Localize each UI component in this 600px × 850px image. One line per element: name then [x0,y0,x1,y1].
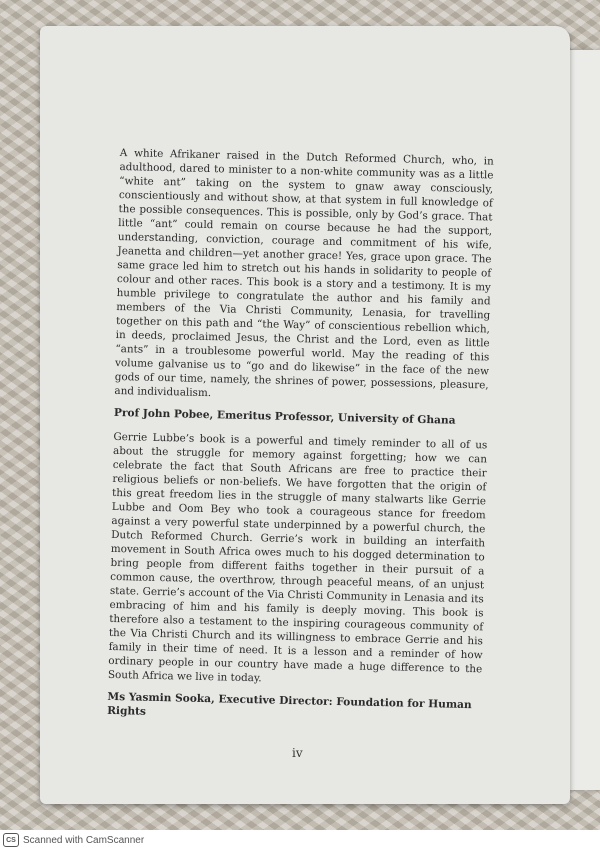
scanner-watermark-bar [0,830,600,850]
page-number: iv [292,746,303,760]
page-text-block [107,146,494,736]
endorsement-paragraph-pobee: A white Afrikaner raised in the Dutch Reformed Church, who, in adulthood, dared to minister to a non-white community was as a little “white ant” taking on the system to gnaw away consciously, conscientiously and without show, at that system in full knowledge of the possible consequences. This is possible, only by God’s grace. That little “ant” could remain on course because he had the support, understanding, conviction, courage and commitment of his wife, Jeanetta and children—yet another grace! Yes, grace upon grace. The same grace led him to stretch out his hands in solidarity to people of colour and other races. This book is a story and a testimony. It is my humble privilege to congratulate the author and his family and members of the Via Christi Community, Lenasia, for travelling together on this path and “the Way” of conscientious rebellion which, in deeds, proclaimed Jesus, the Christ and the Lord, even as little “ants” in a troublesome powerful world. May the reading of this volume galvanise us to “go and do likewise” in the face of the new gods of our time, namely, the shrines of power, possessions, pleasure, and individualism. [114,146,494,400]
scanner-label: Scanned with CamScanner [23,834,145,846]
attribution-pobee: Prof John Pobee, Emeritus Professor, University of Ghana [113,406,456,427]
endorsement-paragraph-sooka: Gerrie Lubbe’s book is a powerful and timely reminder to all of us about the struggle for memory against forgetting; how we can celebrate the fact that South Africans are free to practice their religious beliefs or non-beliefs. We have forgotten that the origin of this great freedom lies in the struggle of many stalwarts like Gerrie Lubbe and Oom Bey who took a courageous stance for freedom against a very powerful state underpinned by a powerful church, the Dutch Reformed Church. Gerrie’s work in building an interfaith movement in South Africa owes much to his dogged determination to bring people from different faiths together in their pursuit of a common cause, the overthrow, through peaceful means, of an unjust state. Gerrie’s account of the Via Christi Community in Lenasia and its embracing of him and his family is deeply moving. This book is therefore also a testament to the inspiring courageous community of the Via Christi Church and its willingness to embrace Gerrie and his family in their time of need. It is a lesson and a reminder of how ordinary people in our country have made a huge difference to the South Africa we live in today. [107,430,488,685]
attribution-sooka: Ms Yasmin Sooka, Executive Director: Foundation for Human Rights [107,690,472,718]
camscanner-logo-icon: CS [3,833,19,847]
